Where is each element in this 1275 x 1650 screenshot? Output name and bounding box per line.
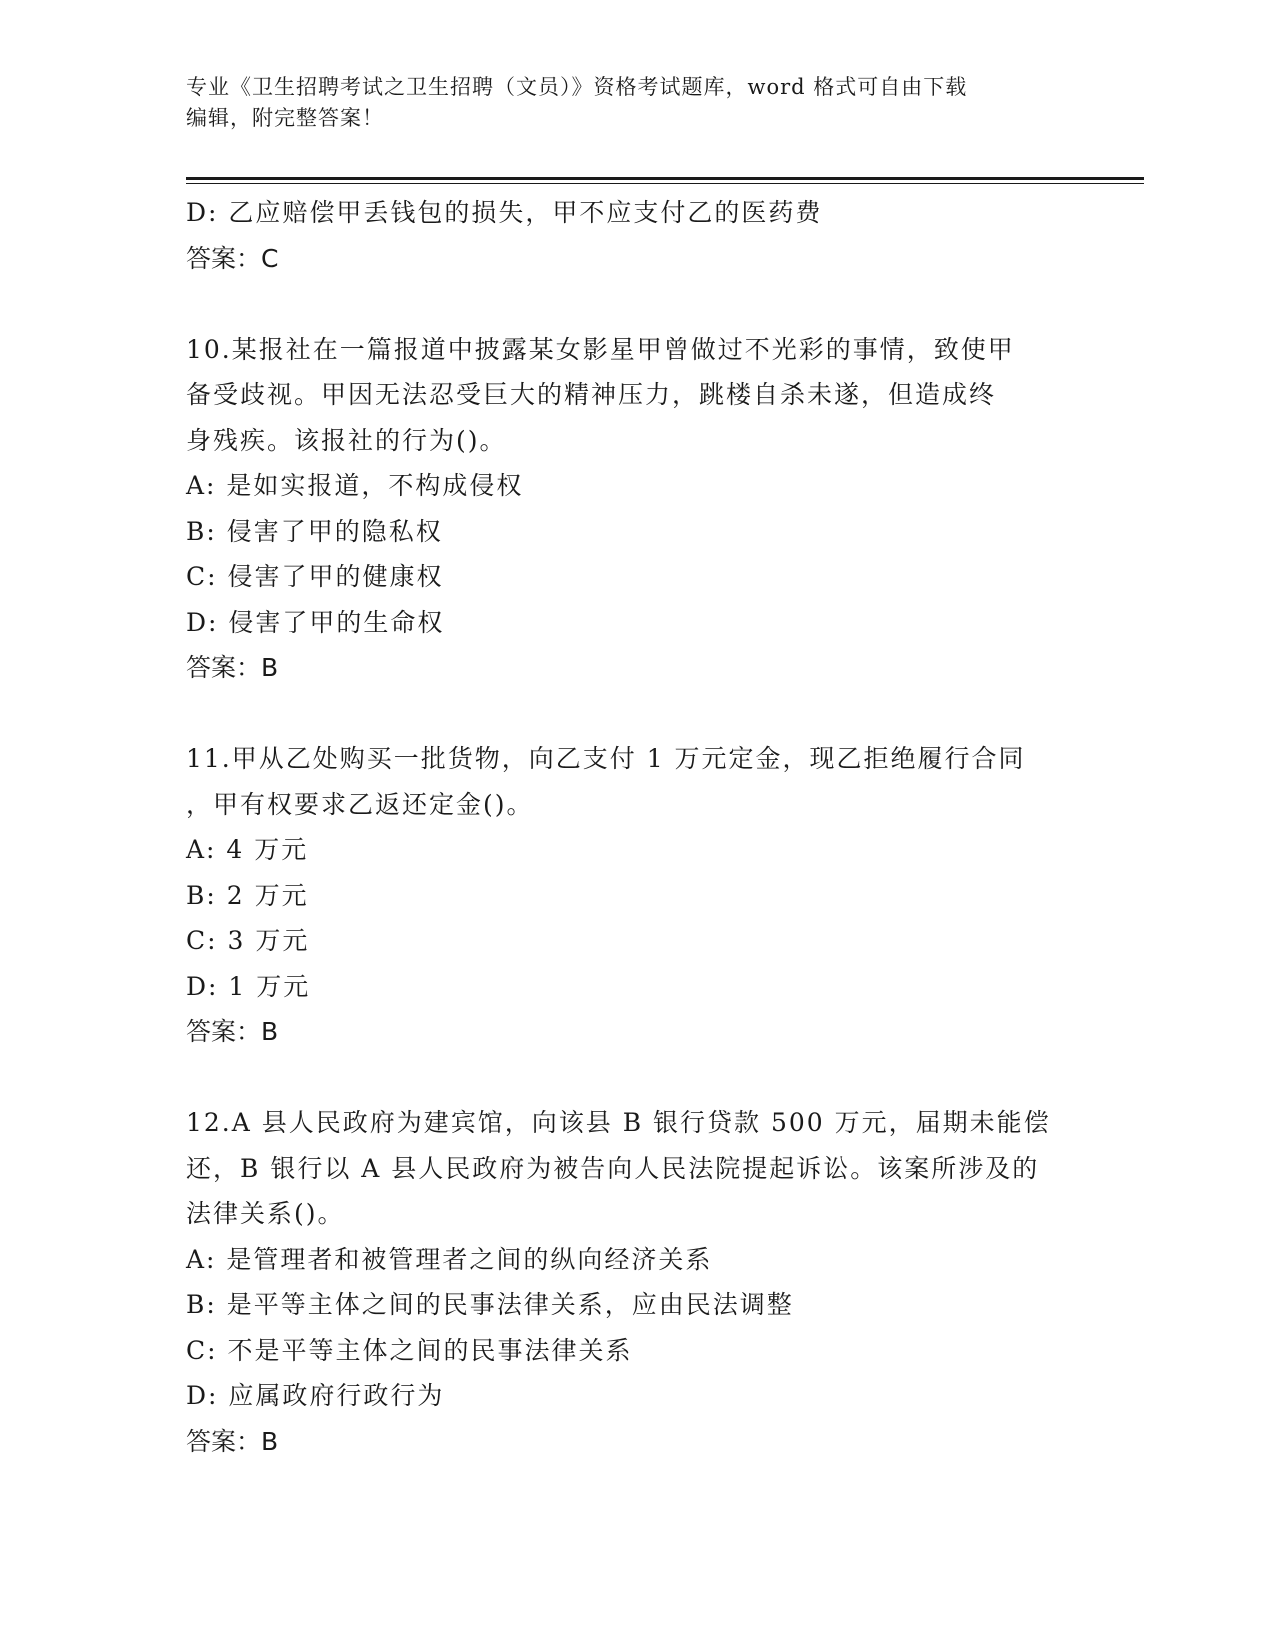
question-12: [186, 1100, 1086, 1464]
question-11-option-a: A: 4 万元: [186, 835, 309, 864]
question-11-line-2: ，甲有权要求乙返还定金()。: [186, 789, 534, 819]
document-header: [186, 72, 1086, 134]
question-12-option-c: C: 不是平等主体之间的民事法律关系: [186, 1335, 633, 1365]
header-rule-thick: [186, 177, 1144, 180]
prev-option-d: D: 乙应赔偿甲丢钱包的损失，甲不应支付乙的医药费: [186, 198, 823, 227]
question-10-line-1: 10.某报社在一篇报道中披露某女影星甲曾做过不光彩的事情，致使甲: [186, 334, 1015, 364]
question-12-option-a: A: 是管理者和被管理者之间的纵向经济关系: [186, 1244, 713, 1274]
question-10-answer: 答案：B: [186, 653, 279, 682]
header-line-1: 专业《卫生招聘考试之卫生招聘（文员）》资格考试题库，word 格式可自由下载: [186, 75, 968, 99]
question-12-option-b: B: 是平等主体之间的民事法律关系，应由民法调整: [186, 1290, 794, 1319]
question-10-option-a: A: 是如实报道，不构成侵权: [186, 471, 524, 500]
question-11: [186, 736, 1086, 1055]
question-12-option-d: D: 应属政府行政行为: [186, 1381, 445, 1410]
question-12-line-3: 法律关系()。: [186, 1199, 345, 1228]
question-11-line-1: 11.甲从乙处购买一批货物，向乙支付 1 万元定金，现乙拒绝履行合同: [186, 744, 1026, 773]
question-11-option-b: B: 2 万元: [186, 880, 309, 910]
question-12-line-1: 12.A 县人民政府为建宾馆，向该县 B 银行贷款 500 万元，届期未能偿: [186, 1108, 1051, 1137]
question-10-option-d: D: 侵害了甲的生命权: [186, 607, 445, 637]
question-11-answer: 答案：B: [186, 1017, 279, 1046]
question-10-line-2: 备受歧视。甲因无法忍受巨大的精神压力，跳楼自杀未遂，但造成终: [186, 380, 997, 409]
question-10-line-3: 身残疾。该报社的行为()。: [186, 425, 507, 455]
question-10: [186, 327, 1086, 691]
header-line-2: 编辑，附完整答案！: [186, 106, 384, 130]
question-10-option-b: B: 侵害了甲的隐私权: [186, 516, 443, 546]
question-content: [186, 190, 1086, 1464]
prev-answer: 答案：C: [186, 243, 279, 273]
question-11-option-d: D: 1 万元: [186, 971, 311, 1001]
question-12-answer: 答案：B: [186, 1426, 279, 1456]
question-12-line-2: 还，B 银行以 A 县人民政府为被告向人民法院提起诉讼。该案所涉及的: [186, 1153, 1040, 1183]
question-11-option-c: C: 3 万元: [186, 926, 310, 955]
header-rule-thin: [186, 183, 1144, 184]
question-10-option-c: C: 侵害了甲的健康权: [186, 562, 444, 591]
